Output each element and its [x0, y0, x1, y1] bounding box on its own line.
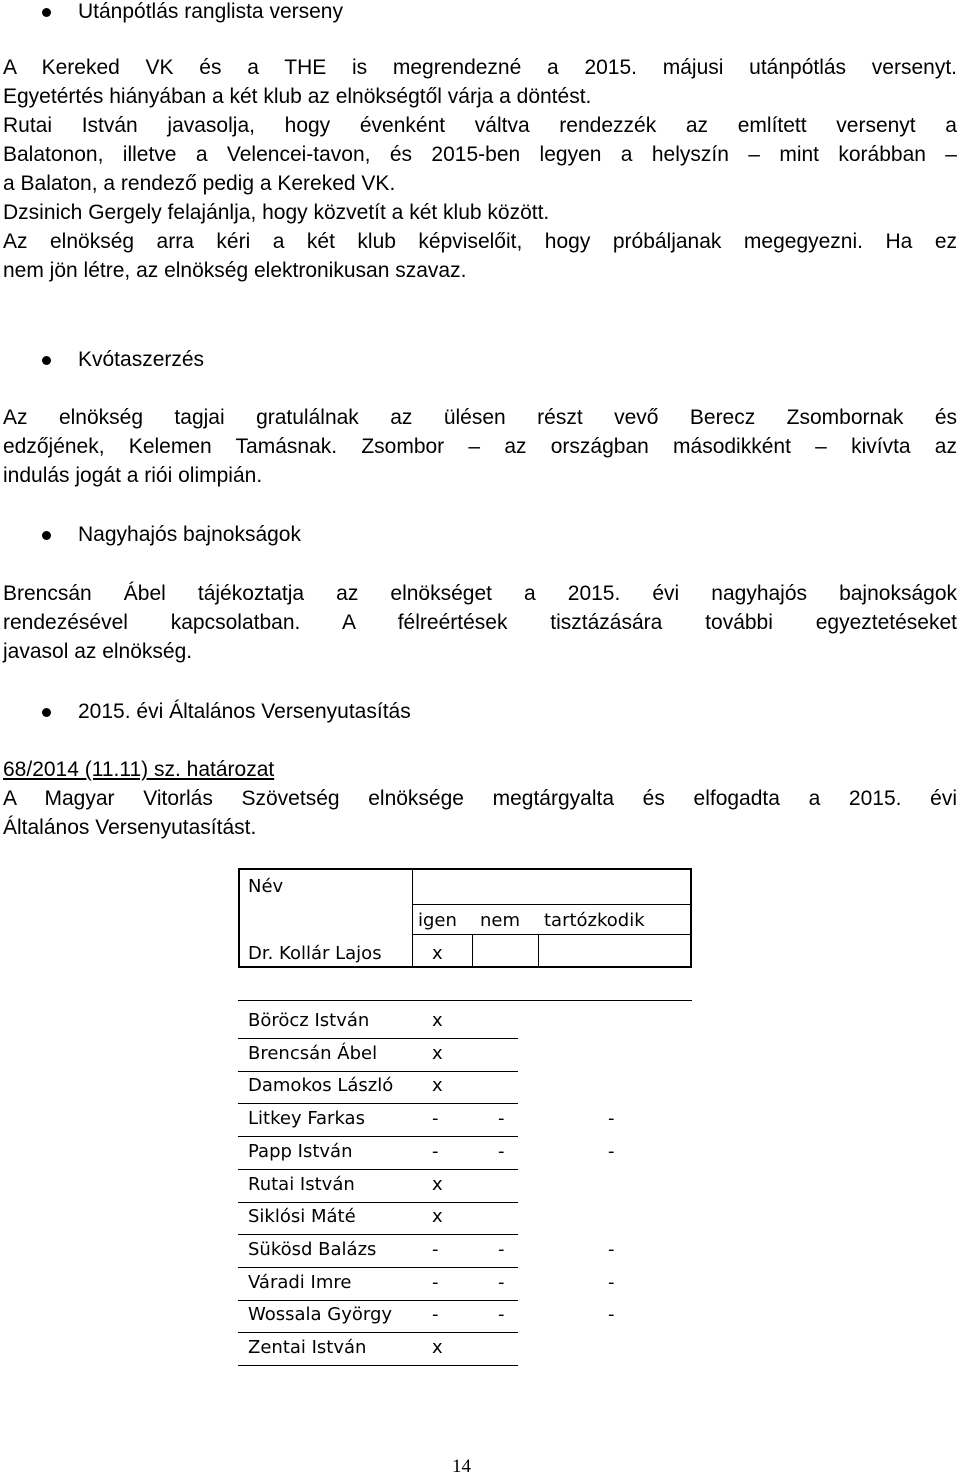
vote-igen: x	[432, 1206, 443, 1228]
table-divider	[472, 934, 473, 968]
vote-igen: -	[432, 1238, 439, 1260]
paragraph-line: Az elnökség arra kéri a két klub képviselőit, hogy próbáljanak megegyezni. Ha ez	[3, 230, 957, 253]
bullet-icon	[42, 356, 51, 365]
table-divider	[238, 1300, 518, 1301]
bullet-icon	[42, 531, 51, 540]
table-divider	[238, 1202, 518, 1203]
vote-nem: -	[498, 1271, 505, 1293]
vote-igen: -	[432, 1108, 439, 1130]
paragraph-line: Általános Versenyutasítást.	[3, 816, 257, 839]
bullet-icon	[42, 8, 51, 17]
paragraph-line: nem jön létre, az elnökség elektronikusan szavaz.	[3, 259, 467, 282]
vote-igen: x	[432, 1337, 443, 1358]
vote-igen: x	[432, 1075, 443, 1097]
paragraph-line: Rutai István javasolja, hogy évenként váltva rendezzék az említett versenyt a	[3, 114, 957, 137]
heading-text: Nagyhajós bajnokságok	[78, 523, 301, 546]
paragraph-line: a Balaton, a rendező pedig a Kereked VK.	[3, 172, 396, 195]
table-divider	[238, 1267, 518, 1268]
paragraph-line: indulás jogát a riói olimpián.	[3, 464, 263, 487]
table-divider	[238, 1103, 518, 1104]
paragraph-utanpotlas	[3, 53, 957, 285]
table-divider	[238, 1071, 518, 1072]
table-divider	[238, 1234, 518, 1235]
table-divider	[238, 1038, 518, 1039]
heading-text: Utánpótlás ranglista verseny	[78, 0, 343, 23]
paragraph-line: A Magyar Vitorlás Szövetség elnöksége megtárgyalta és elfogadta a 2015. évi	[3, 787, 957, 810]
vote-igen: -	[432, 1304, 439, 1326]
paragraph-line: rendezésével kapcsolatban. A félreértések tisztázására további egyeztetéseket	[3, 611, 957, 634]
paragraph-line: edzőjének, Kelemen Tamásnak. Zsombor – az országban másodikként – kivívta az	[3, 435, 957, 458]
paragraph-line: javasol az elnökség.	[3, 640, 193, 663]
vote-nem: -	[498, 1108, 505, 1130]
voter-name: Sükösd Balázs	[248, 1238, 377, 1260]
vote-tartozkodik: -	[608, 1238, 615, 1260]
vote-igen: x	[432, 1010, 443, 1031]
vote-tartozkodik: -	[608, 1108, 615, 1130]
table-divider	[412, 904, 692, 905]
vote-nem: -	[498, 1238, 505, 1260]
voter-name: Wossala György	[248, 1304, 393, 1326]
voter-name: Zentai István	[248, 1337, 367, 1358]
table-divider	[412, 934, 692, 935]
column-header-tartozkodik: tartózkodik	[544, 910, 645, 931]
paragraph-line: A Kereked VK és a THE is megrendezné a 2015. májusi utánpótlás versenyt.	[3, 56, 957, 79]
paragraph-line: Dzsinich Gergely felajánlja, hogy közvetít a két klub között.	[3, 201, 550, 224]
heading-text: Kvótaszerzés	[78, 348, 205, 371]
vote-tartozkodik: -	[608, 1140, 615, 1162]
table-row	[236, 1204, 692, 1234]
column-header-nem: nem	[480, 910, 521, 931]
paragraph-nagyhajos	[3, 579, 957, 666]
bullet-icon	[42, 708, 51, 717]
vote-tartozkodik: -	[608, 1304, 615, 1326]
voter-name: Böröcz István	[248, 1010, 370, 1031]
table-divider	[538, 934, 539, 968]
table-row	[236, 1270, 692, 1300]
table-row	[236, 1237, 692, 1267]
voter-name: Papp István	[248, 1140, 353, 1162]
vote-tartozkodik: -	[608, 1271, 615, 1293]
table-row	[236, 1139, 692, 1169]
table-divider	[238, 1000, 692, 1001]
voter-name: Brencsán Ábel	[248, 1042, 378, 1064]
column-header-igen: igen	[418, 910, 457, 931]
paragraph-line: Az elnökség tagjai gratulálnak az ülésen részt vevő Berecz Zsombornak és	[3, 406, 957, 429]
voter-name: Litkey Farkas	[248, 1108, 365, 1130]
voter-name: Damokos László	[248, 1075, 394, 1097]
table-row	[236, 1041, 692, 1071]
table-divider	[238, 1169, 518, 1170]
table-divider	[238, 1136, 518, 1137]
voter-name: Rutai István	[248, 1173, 355, 1195]
table-row	[236, 1302, 692, 1332]
paragraph-versenyutasitas	[3, 755, 957, 842]
table-divider	[412, 868, 413, 968]
voter-name: Siklósi Máté	[248, 1206, 356, 1228]
paragraph-line: Egyetértés hiányában a két klub az elnökségtől várja a döntést.	[3, 85, 592, 108]
vote-table	[236, 868, 692, 1366]
table-row	[236, 1073, 692, 1103]
paragraph-line: Balatonon, illetve a Velencei-tavon, és 2015-ben legyen a helyszín – mint korábban –	[3, 143, 957, 166]
table-row	[236, 1172, 692, 1202]
vote-igen: x	[432, 1173, 443, 1195]
table-divider	[238, 1365, 518, 1366]
voter-name: Dr. Kollár Lajos	[248, 943, 382, 964]
paragraph-line: Brencsán Ábel tájékoztatja az elnökséget a 2015. évi nagyhajós bajnokságok	[3, 582, 957, 605]
table-row	[236, 1008, 692, 1038]
page-number: 14	[452, 1456, 471, 1477]
vote-igen: x	[432, 943, 443, 964]
resolution-number: 68/2014 (11.11) sz. határozat	[3, 758, 275, 781]
vote-nem: -	[498, 1140, 505, 1162]
table-row	[236, 1335, 692, 1365]
table-divider	[238, 1332, 518, 1333]
paragraph-kvotaszerzes	[3, 403, 957, 490]
vote-igen: -	[432, 1271, 439, 1293]
heading-text: 2015. évi Általános Versenyutasítás	[78, 700, 411, 723]
vote-igen: x	[432, 1042, 443, 1064]
voter-name: Váradi Imre	[248, 1271, 352, 1293]
vote-igen: -	[432, 1140, 439, 1162]
name-column-header: Név	[248, 876, 284, 897]
vote-nem: -	[498, 1304, 505, 1326]
table-row	[236, 1106, 692, 1136]
